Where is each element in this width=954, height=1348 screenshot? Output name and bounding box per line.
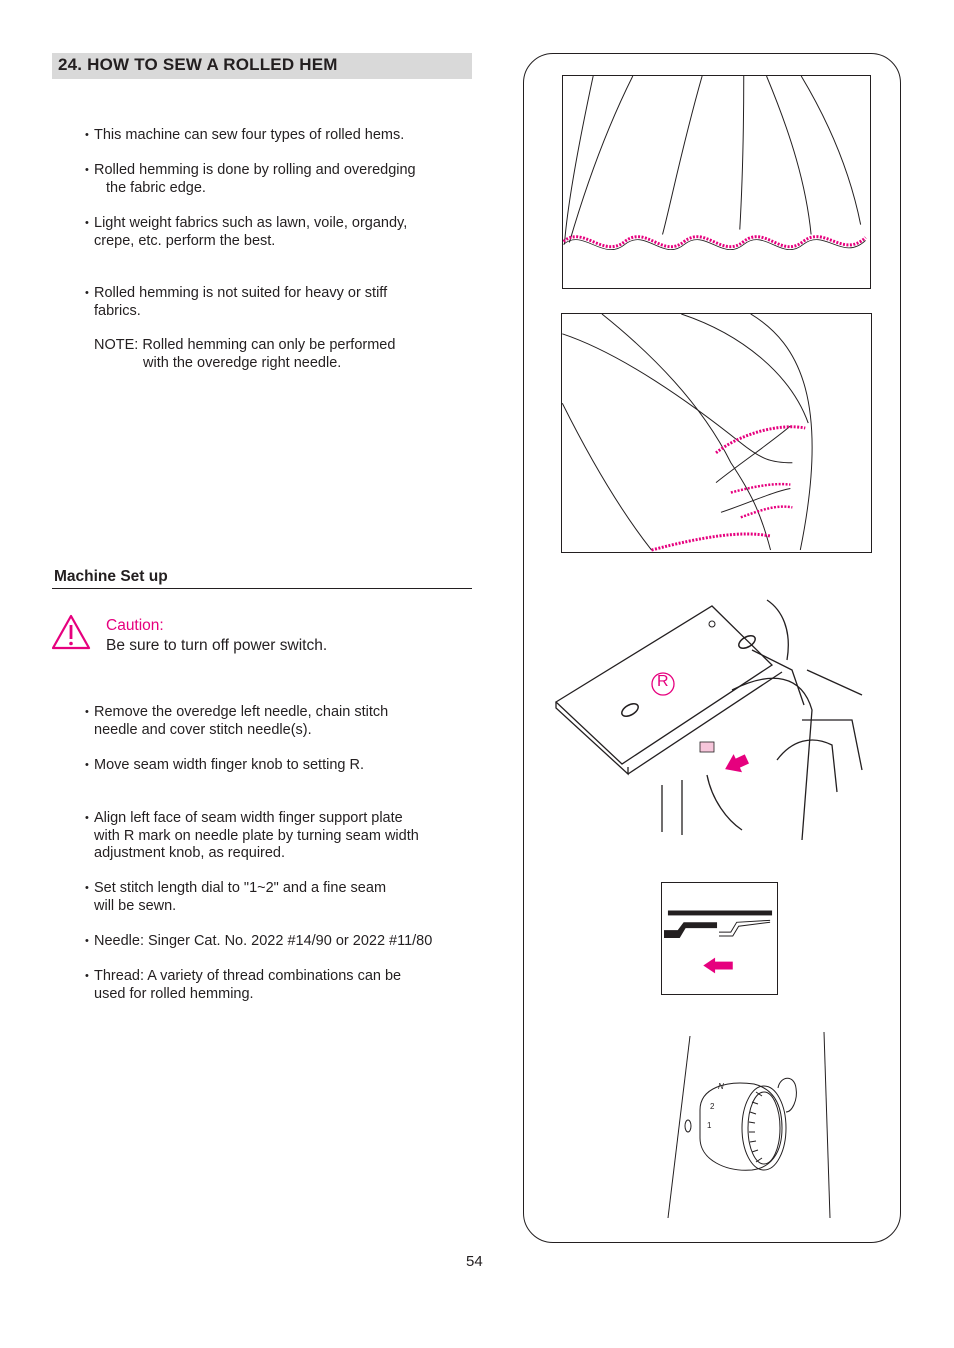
bullet-dot: • xyxy=(85,706,89,718)
bullet-dot: • xyxy=(85,882,89,894)
bullet-dot: • xyxy=(85,759,89,771)
needle-plate-illustration xyxy=(552,570,864,846)
dial-label-n: N xyxy=(718,1082,724,1091)
dial-label-1: 1 xyxy=(707,1121,712,1130)
bullet-dot: • xyxy=(85,935,89,947)
bullet-dot: • xyxy=(85,164,89,176)
setup-bullet-6: • Thread: A variety of thread combinations can be used for rolled hemming. xyxy=(85,968,402,1002)
bullet-dot: • xyxy=(85,129,89,141)
rolled-hem-fabric-illustration xyxy=(561,313,872,553)
bullet-dot: • xyxy=(85,287,89,299)
warning-triangle-icon xyxy=(52,614,104,650)
dial-label-2: 2 xyxy=(710,1102,715,1111)
bullet-dot: • xyxy=(85,812,89,824)
setup-bullet-3: • Align left face of seam width finger support plate with R mark on needle plate by turning seam width adjustment knob, as required. xyxy=(85,810,419,861)
section-heading: Machine Set up xyxy=(54,568,168,585)
bullet-dot: • xyxy=(85,217,89,229)
arrow-left-icon xyxy=(703,958,732,974)
intro-bullet-2: • Rolled hemming is done by rolling and overedging the fabric edge. xyxy=(85,162,416,196)
caution-title: Caution: xyxy=(106,617,164,634)
caution-text: Be sure to turn off power switch. xyxy=(106,637,328,654)
section-rule xyxy=(52,588,472,589)
intro-bullet-1: • This machine can sew four types of rolled hems. xyxy=(85,127,405,143)
setup-bullet-5: • Needle: Singer Cat. No. 2022 #14/90 or 2022 #11/80 xyxy=(85,933,433,949)
rolled-hem-wave-illustration xyxy=(562,75,871,289)
setup-bullet-4: • Set stitch length dial to "1~2" and a fine seam will be sewn. xyxy=(85,880,387,914)
note: NOTE: Rolled hemming can only be performed with the overedge right needle. xyxy=(94,337,396,371)
bullet-dot: • xyxy=(85,970,89,982)
seam-width-indicator-illustration xyxy=(661,882,778,995)
setup-bullet-1: • Remove the overedge left needle, chain stitch needle and cover stitch needle(s). xyxy=(85,704,389,738)
intro-bullet-3: • Light weight fabrics such as lawn, voile, organdy, crepe, etc. perform the best. xyxy=(85,215,408,249)
page-title: 24. HOW TO SEW A ROLLED HEM xyxy=(58,55,338,74)
stitch-length-dial-illustration xyxy=(666,1030,832,1220)
intro-bullet-4: • Rolled hemming is not suited for heavy or stiff fabrics. xyxy=(85,285,388,319)
setup-bullet-2: • Move seam width finger knob to setting R. xyxy=(85,757,364,773)
r-mark-label: R xyxy=(657,673,669,690)
page-number: 54 xyxy=(466,1253,483,1270)
